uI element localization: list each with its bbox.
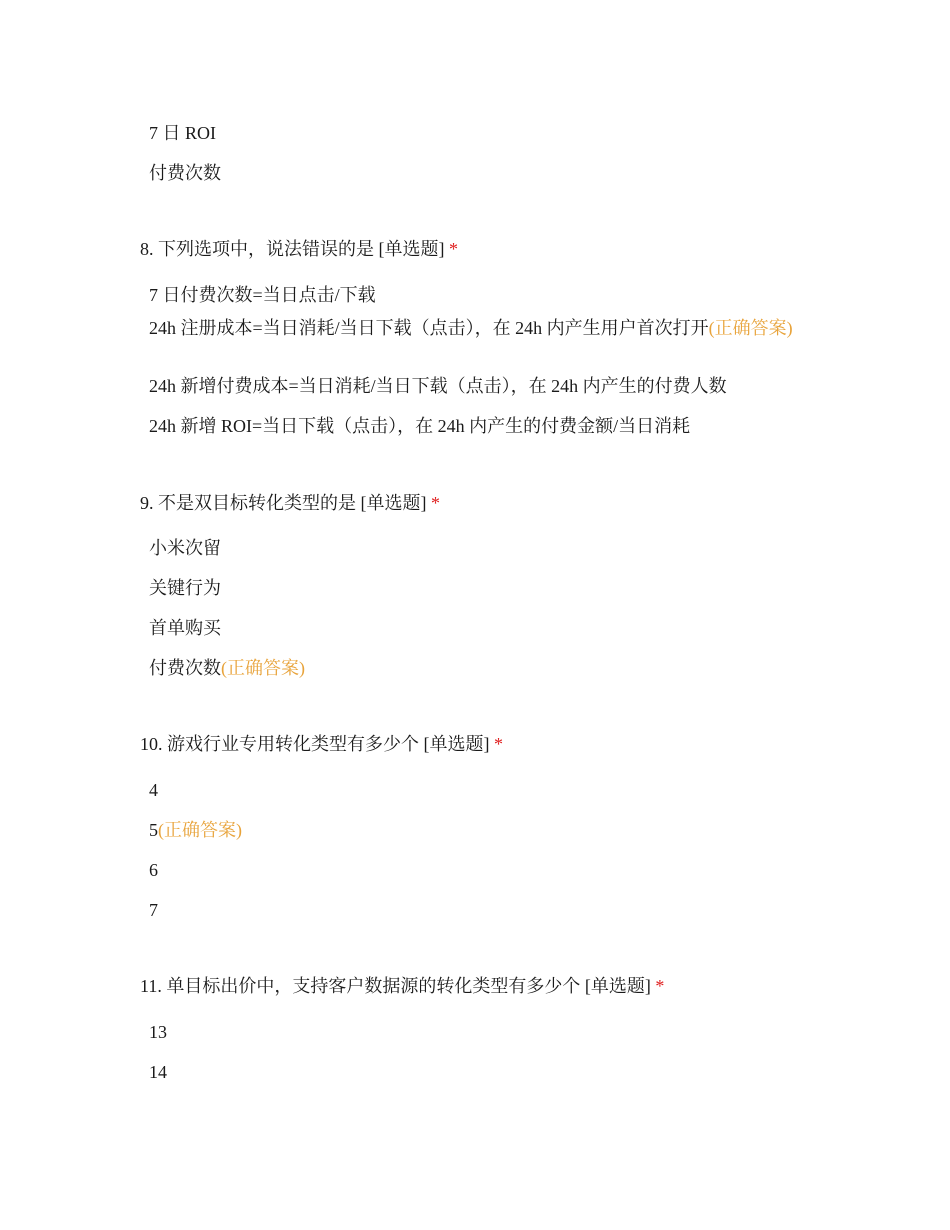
prev-option-1	[149, 121, 809, 146]
correct-answer-mark: (正确答案)	[221, 658, 305, 678]
option-text: 付费次数	[149, 658, 221, 678]
correct-answer-mark: (正确答案)	[708, 318, 793, 338]
option-text: 7 日付费次数=当日点击/下载	[149, 285, 376, 305]
q9-option-3	[149, 616, 809, 641]
option-text: 24h 新增付费成本=当日消耗/当日下载（点击），在 24h 内产生的付费人数	[149, 376, 727, 396]
question-11-title	[140, 974, 820, 999]
required-mark: *	[655, 976, 665, 996]
option-text: 6	[149, 860, 158, 880]
question-text: 11. 单目标出价中，支持客户数据源的转化类型有多少个 [单选题]	[140, 976, 656, 996]
q9-option-1	[149, 536, 809, 561]
question-text: 8. 下列选项中，说法错误的是 [单选题]	[140, 239, 449, 259]
q8-option-2	[149, 316, 809, 341]
q11-option-1	[149, 1020, 809, 1045]
q10-option-2	[149, 818, 809, 843]
question-10-title	[140, 732, 820, 757]
required-mark: *	[449, 239, 458, 259]
option-text: 4	[149, 780, 158, 800]
q8-option-3	[149, 374, 809, 399]
option-text: 小米次留	[149, 538, 221, 558]
required-mark: *	[431, 493, 440, 513]
correct-answer-mark: (正确答案)	[158, 820, 242, 840]
question-9-title	[140, 491, 820, 516]
option-text: 首单购买	[149, 618, 221, 638]
option-text: 7	[149, 900, 158, 920]
prev-option-2	[149, 161, 809, 186]
option-text: 13	[149, 1022, 167, 1042]
option-text: 付费次数	[149, 163, 221, 183]
option-text: 关键行为	[149, 578, 221, 598]
q8-option-4	[149, 414, 809, 439]
q9-option-4	[149, 656, 809, 681]
question-8-title	[140, 237, 820, 262]
option-text: 5	[149, 820, 158, 840]
option-text: 24h 新增 ROI=当日下载（点击），在 24h 内产生的付费金额/当日消耗	[149, 416, 691, 436]
option-text: 7 日 ROI	[149, 123, 216, 143]
q10-option-4	[149, 898, 809, 923]
option-text: 24h 注册成本=当日消耗/当日下载（点击），在 24h 内产生用户首次打开	[149, 318, 709, 338]
q10-option-3	[149, 858, 809, 883]
q9-option-2	[149, 576, 809, 601]
q10-option-1	[149, 778, 809, 803]
q11-option-2	[149, 1060, 809, 1085]
question-text: 9. 不是双目标转化类型的是 [单选题]	[140, 493, 431, 513]
q8-option-1	[149, 283, 809, 308]
question-text: 10. 游戏行业专用转化类型有多少个 [单选题]	[140, 734, 494, 754]
option-text: 14	[149, 1062, 167, 1082]
required-mark: *	[494, 734, 503, 754]
